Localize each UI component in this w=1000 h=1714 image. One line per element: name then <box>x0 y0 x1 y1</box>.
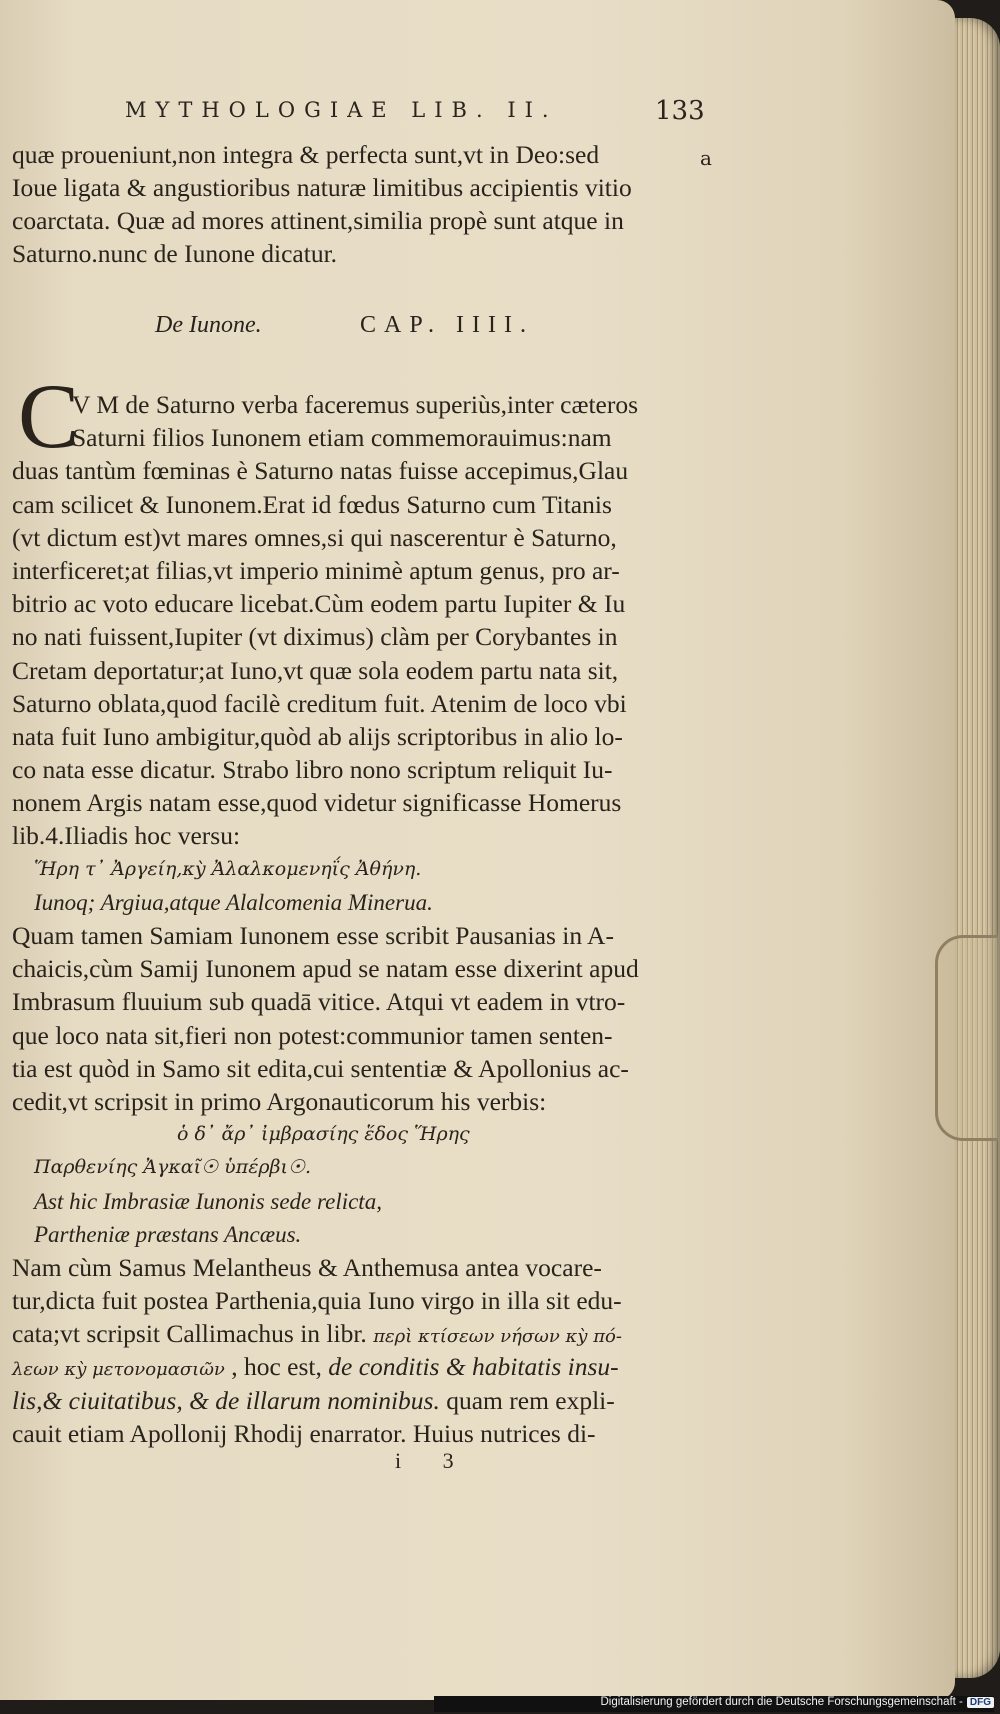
text-line <box>12 1350 717 1383</box>
text-block-main <box>12 388 717 1450</box>
italic-phrase: lis,& ciuitatibus, & de illarum nominibus. <box>12 1385 440 1415</box>
text-line: tur,dicta fuit postea Parthenia,quia Iuno virgo in illa sit edu- <box>12 1286 622 1316</box>
latin-verse: Ast hic Imbrasiæ Iunonis sede relicta, <box>34 1188 382 1214</box>
text-line: no nati fuissent,Iupiter (vt diximus) clàm per Corybantes in <box>12 622 618 652</box>
chapter-number: CAP. IIII. <box>360 312 534 338</box>
text-line: Saturno.nunc de Iunone dicatur. <box>12 239 338 268</box>
text-block-top <box>12 138 717 270</box>
signature-mark: i 3 <box>395 1448 472 1473</box>
text-segment: quam rem expli- <box>446 1385 615 1415</box>
greek-verse: Παρθενίης Ἀγκαῖ☉ ὑπέρβι☉. <box>34 1156 312 1179</box>
text-line: Ioue ligata & angustioribus naturæ limitibus accipientis vitio <box>12 173 632 202</box>
latin-verse: Iunoq; Argiua,atque Alalcomenia Minerua. <box>34 889 433 915</box>
text-line: Quam tamen Samiam Iunonem esse scribit Pausanias in A- <box>12 921 614 950</box>
drop-capital: C <box>18 365 80 467</box>
chapter-heading <box>155 312 715 339</box>
text-line: que loco nata sit,fieri non potest:communior tamen senten- <box>12 1020 613 1050</box>
dfg-logo: DFG <box>967 1697 994 1708</box>
text-line: V M de Saturno verba faceremus superiùs,inter cæteros <box>72 390 639 419</box>
text-line: quæ proueniunt,non integra & perfecta sunt,vt in Deo:sed <box>12 140 600 169</box>
greek-verse: Ἥρη τ᾽ Ἀργείη,κỳ Ἀλαλκομενηΐς Ἀθήνη. <box>34 857 422 880</box>
latin-verse: Partheniæ præstans Ancæus. <box>34 1221 302 1247</box>
text-line: Nam cùm Samus Melantheus & Anthemusa antea vocare- <box>12 1252 602 1282</box>
page-edges <box>955 18 1000 1678</box>
text-line: interficeret;at filias,vt imperio minimè aptum genus, pro ar- <box>12 555 620 585</box>
text-line: bitrio ac voto educare licebat.Cùm eodem partu Iupiter & Iu <box>12 589 626 619</box>
folio-number: 133 <box>655 96 705 126</box>
text-line: Cretam deportatur;at Iuno,vt quæ sola eodem partu nata sit, <box>12 655 619 685</box>
text-line: cauit etiam Apollonij Rhodij enarrator. Huius nutrices di- <box>12 1418 596 1448</box>
text-line: Saturno oblata,quod facilè creditum fuit. Atenim de loco vbi <box>12 688 627 718</box>
greek-verse: ὁ δ᾽ ἄρ᾽ ἰμβρασίης ἕδος Ἥρης <box>177 1123 470 1146</box>
greek-inline: περὶ κτίσεων νήσων κỳ πό- <box>373 1326 622 1348</box>
text-line: lib.4.Iliadis hoc versu: <box>12 821 241 851</box>
text-line: cedit,vt scripsit in primo Argonauticorum his verbis: <box>12 1086 547 1116</box>
text-line: cam scilicet & Iunonem.Erat id fœdus Saturno cum Titanis <box>12 489 612 519</box>
credit-text: Digitalisierung gefördert durch die Deutsche Forschungsgemeinschaft - <box>600 1696 963 1708</box>
text-segment: cata;vt scripsit Callimachus in libr. <box>12 1319 367 1349</box>
text-line: nata fuit Iuno ambigitur,quòd ab alijs scriptoribus in alio lo- <box>12 721 623 751</box>
text-line <box>12 1384 717 1417</box>
running-title: MYTHOLOGIAE LIB. II. <box>125 98 558 122</box>
text-segment: , hoc est, <box>231 1352 322 1382</box>
text-line <box>12 1317 717 1350</box>
greek-inline: λεων κỳ μετονομασιῶν <box>12 1359 225 1381</box>
text-line: coarctata. Quæ ad mores attinent,similia propè sunt atque in <box>12 206 624 235</box>
text-line: Saturni filios Iunonem etiam commemorauimus:nam <box>72 423 612 453</box>
italic-phrase: de conditis & habitatis insu- <box>328 1352 619 1382</box>
book-clasp-mark <box>935 935 998 1141</box>
text-line: nonem Argis natam esse,quod videtur significasse Homerus <box>12 788 622 818</box>
text-line: (vt dictum est)vt mares omnes,si qui nascerentur è Saturno, <box>12 522 617 552</box>
text-line: tia est quòd in Samo sit edita,cui sententiæ & Apollonius ac- <box>12 1053 629 1083</box>
text-line: co nata esse dicatur. Strabo libro nono scriptum reliquit Iu- <box>12 755 613 785</box>
text-line: chaicis,cùm Samij Iunonem apud se natam esse dixerint apud <box>12 954 639 984</box>
chapter-subject: De Iunone. <box>155 312 262 338</box>
margin-letter: a <box>700 146 712 170</box>
digitization-credit <box>434 1696 994 1712</box>
text-line: Imbrasum fluuium sub quadā vitice. Atqui vt eadem in vtro- <box>12 987 626 1017</box>
text-line: duas tantùm fœminas è Saturno natas fuisse accepimus,Glau <box>12 456 629 486</box>
